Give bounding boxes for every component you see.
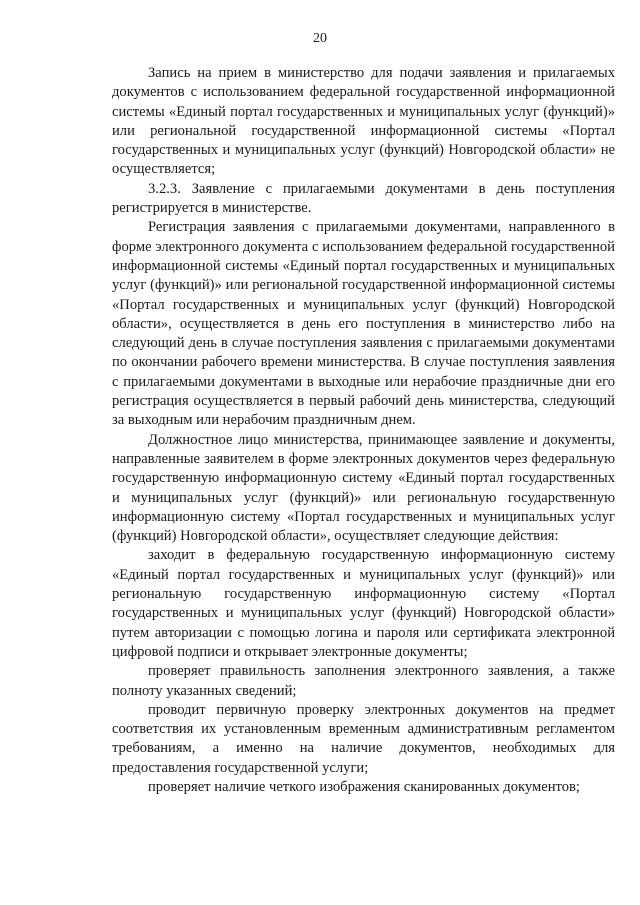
paragraph-action-check-scans: проверяет наличие четкого изображения сканированных документов; — [148, 778, 580, 795]
paragraph-action-check-completeness: проверяет правильность заполнения электронного заявления, а также полноту указанных сведений; — [112, 663, 615, 699]
document-body — [112, 64, 615, 797]
page-number: 20 — [313, 31, 327, 46]
paragraph-action-login: заходит в федеральную государственную информационную систему «Единый портал государственных и муниципальных услуг (функций)» или региональную государственную информационную систему «Портал государственных и муниципальных услуг (функций) Новгородской области» путем авторизации с помощью логина и пароля или сертификата электронной цифровой подписи и открывает электронные документы; — [112, 547, 615, 660]
paragraph-action-primary-check: проводит первичную проверку электронных документов на предмет соответствия их установленным временным административным регламентом требованиям, а именно на наличие документов, необходимых для предоставления государственной услуги; — [112, 701, 615, 776]
paragraph-registration: Регистрация заявления с прилагаемыми документами, направленного в форме электронного документа с использованием федеральной государственной информационной системы «Единый портал государственных и муниципальных услуг (функций)» или региональной государственной информационной системы «Портал государственных и муниципальных услуг (функций) Новгородской области», осуществляется в день его поступления в министерство либо на следующий день в случае поступления заявления с прилагаемыми документами по окончании рабочего времени министерства. В случае поступления заявления с прилагаемыми документами в выходные или нерабочие праздничные дни его регистрация осуществляется в первый рабочий день министерства, следующий за выходным или нерабочим праздничным днем. — [112, 219, 615, 429]
paragraph-appointment-note: Запись на прием в министерство для подачи заявления и прилагаемых документов с использованием федеральной государственной информационной системы «Единый портал государственных и муниципальных услуг (функций)» или региональной государственной информационной системы «Портал государственных и муниципальных услуг (функций) Новгородской области» не осуществляется; — [112, 65, 615, 178]
paragraph-official-actions: Должностное лицо министерства, принимающее заявление и документы, направленные заявителем в форме электронных документов через федеральную государственную информационную систему «Единый портал государственных и муниципальных услуг (функций)» или региональную государственную информационную систему «Портал государственных и муниципальных услуг (функций) Новгородской области», осуществляет следующие действия: — [112, 431, 615, 545]
paragraph-3-2-3: 3.2.3. Заявление с прилагаемыми документами в день поступления регистрируется в министерстве. — [112, 180, 615, 217]
